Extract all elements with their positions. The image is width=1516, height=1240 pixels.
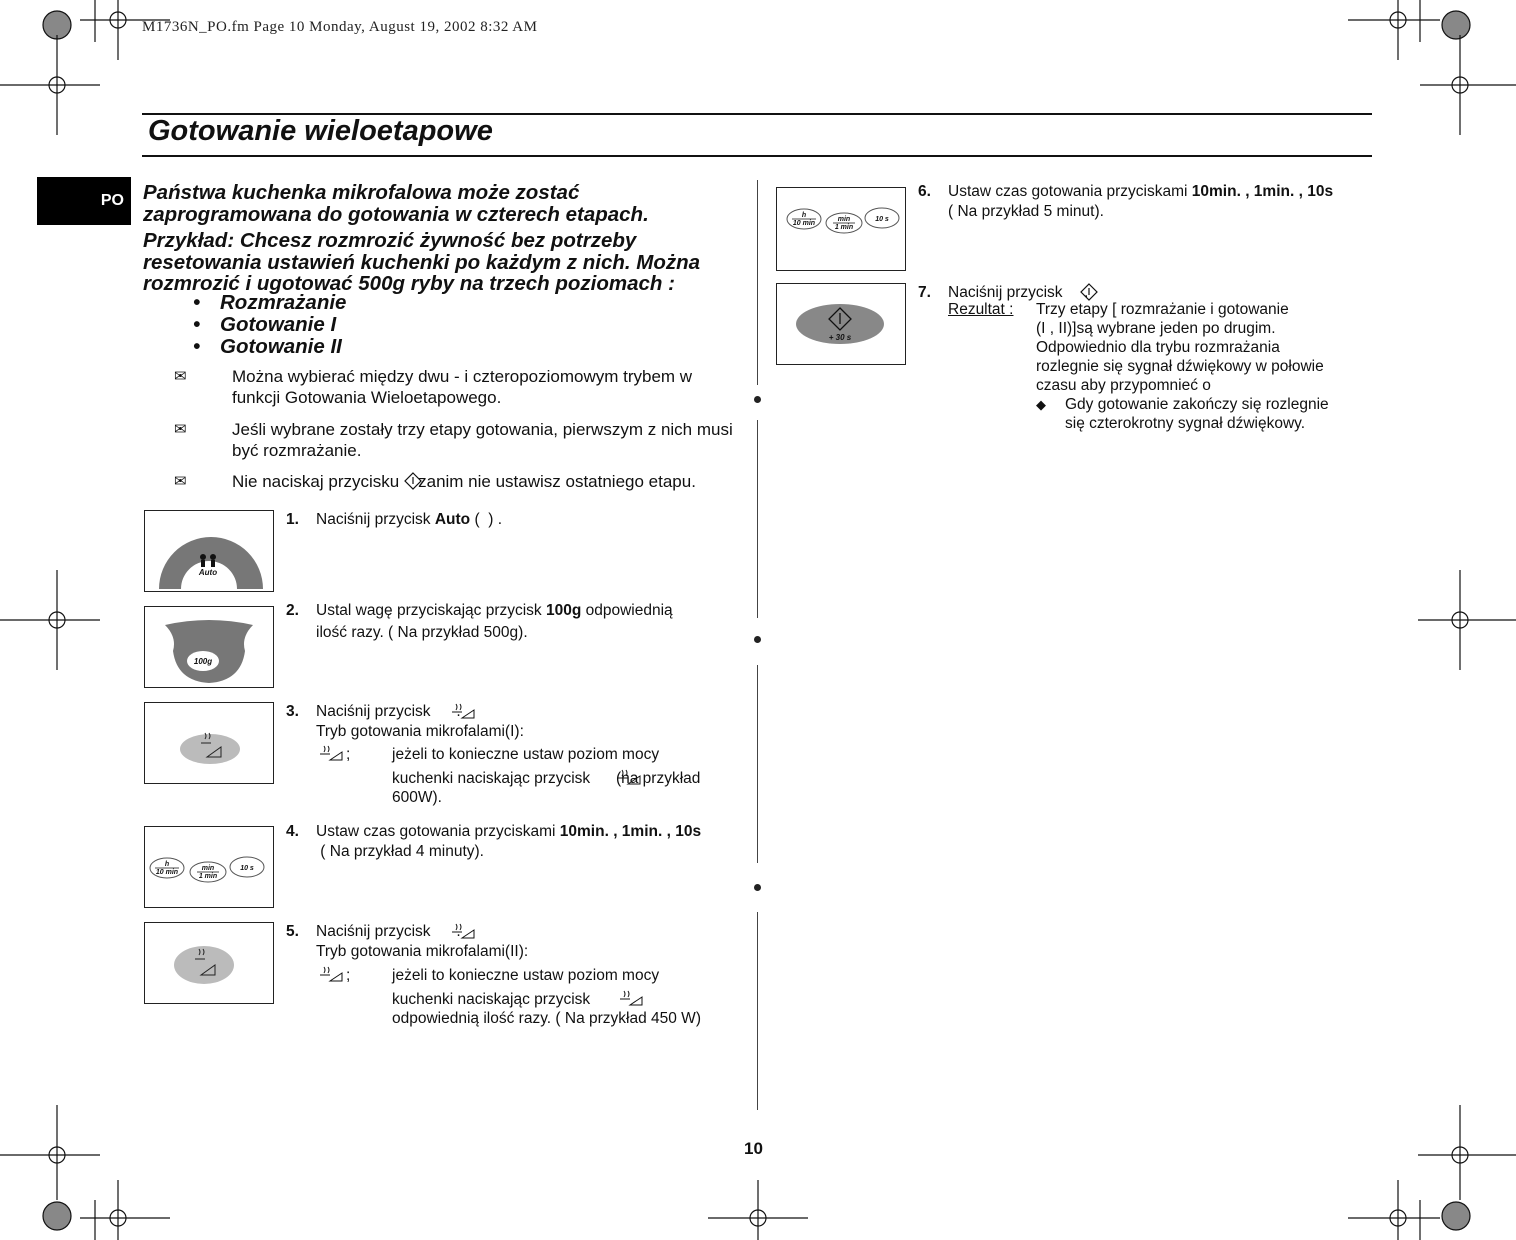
- list-item: [193, 292, 346, 314]
- time-buttons-name: 10min. , 1min. , 10s: [1191, 183, 1334, 200]
- time-10min-label: 10 min: [155, 869, 179, 876]
- result-line: Trzy etapy [ rozmrażanie i gotowanie: [1036, 301, 1289, 318]
- weight-button-label: 100g: [193, 657, 213, 666]
- sub-symbol: ;: [346, 967, 351, 984]
- note-text-content: Nie naciskaj przycisku zanim nie ustawisz ostatniego etapu.: [232, 472, 696, 491]
- result-text: [1036, 300, 1376, 433]
- step-text-pre: Ustaw czas gotowania przyciskami: [948, 183, 1192, 200]
- step-text: [316, 510, 502, 530]
- weight-button-name: 100g: [545, 602, 582, 619]
- file-info: M1736N_PO.fm Page 10 Monday, August 19, 2002 8:32 AM: [142, 19, 538, 35]
- sub-line-2: kuchenki naciskając przycisk (na przykład: [392, 770, 701, 787]
- start-diamond-icon: [404, 472, 422, 490]
- step-text-post: ( ) .: [470, 511, 503, 528]
- step-text: [316, 822, 701, 861]
- step-text: [316, 601, 673, 645]
- note-text: Jeśli wybrane zostały trzy etapy gotowania, pierwszym z nich musi być rozmrażanie.: [232, 420, 733, 460]
- microwave-icon: [618, 768, 644, 786]
- start-button-illustration: [776, 283, 906, 365]
- time-h-label: h: [801, 212, 807, 219]
- microwave-button-graphic: [145, 703, 273, 783]
- title-bottom-rule: [142, 155, 1372, 157]
- microwave-icon: [620, 989, 646, 1007]
- note-icon: ✉: [174, 473, 187, 490]
- result-line: czasu aby przypomnieć o: [1036, 377, 1211, 394]
- sub-line-2: kuchenki naciskając przycisk: [392, 991, 591, 1008]
- sub-line-3: 600W).: [392, 789, 442, 806]
- step-text: [316, 702, 524, 741]
- divider-dot: [754, 884, 761, 891]
- step-number: 5.: [286, 923, 299, 940]
- time-buttons-illustration: [144, 826, 274, 908]
- note-text: [232, 471, 744, 492]
- step-text-line2: Tryb gotowania mikrofalami(I):: [316, 722, 524, 740]
- column-divider: [757, 180, 758, 385]
- result-line: rozlegnie się sygnał dźwiękowy w połowie: [1036, 358, 1324, 375]
- step-number: 3.: [286, 703, 299, 720]
- sub-line-3: odpowiednią ilość razy. ( Na przykład 450 W): [392, 1010, 701, 1027]
- step-text-post: odpowiednią: [581, 602, 673, 619]
- bullet-dot: •: [193, 335, 201, 358]
- step-text-line2: Tryb gotowania mikrofalami(II):: [316, 942, 529, 960]
- time-10min-label: 10 min: [792, 220, 816, 227]
- column-divider: [757, 420, 758, 618]
- step-number: 7.: [918, 284, 931, 301]
- note-icon: ✉: [174, 368, 187, 385]
- step-text: [316, 922, 528, 961]
- time-buttons-illustration: [776, 187, 906, 271]
- note-3: [174, 471, 744, 492]
- auto-button-name: Auto: [434, 511, 471, 528]
- diamond-bullet-icon: ◆: [1036, 397, 1046, 412]
- time-min-label: min: [837, 216, 851, 223]
- note-1: [174, 366, 744, 408]
- column-divider: [757, 665, 758, 863]
- bullet-dot: •: [193, 313, 201, 336]
- intro-line-2: Przykład: Chcesz rozmrozić żywność bez potrzeby resetowania ustawień kuchenki po każdym z nich. Można rozmrozić i ugotować 500g ryby na trzech poziomach :: [143, 229, 701, 295]
- time-buttons-name: 10min. , 1min. , 10s: [559, 823, 702, 840]
- weight-button-illustration: [144, 606, 274, 688]
- column-divider: [757, 912, 758, 1110]
- time-1min-label: 1 min: [198, 873, 218, 880]
- page-number: 10: [744, 1139, 763, 1158]
- divider-dot: [754, 396, 761, 403]
- intro-line-1: Państwa kuchenka mikrofalowa może zostać zaprogramowana do gotowania w czterech etapach.: [143, 181, 649, 226]
- auto-button-label: Auto: [198, 568, 218, 577]
- weight-button-graphic: [145, 607, 273, 687]
- start-button-graphic: [777, 284, 905, 364]
- step-text-line2: ilość razy. ( Na przykład 500g).: [316, 623, 528, 641]
- microwave-button-illustration: [144, 702, 274, 784]
- time-1min-label: 1 min: [834, 224, 854, 231]
- note-2: [174, 419, 744, 461]
- language-tab: [37, 177, 131, 225]
- step-text-line1: Naciśnij przycisk .: [316, 923, 461, 940]
- start-diamond-icon: [1080, 283, 1098, 301]
- bullet-label: Rozmrażanie: [220, 291, 347, 314]
- step-text-line1: Naciśnij przycisk .: [316, 703, 461, 720]
- step-number: 6.: [918, 183, 931, 200]
- step-number: 4.: [286, 823, 299, 840]
- microwave-button-graphic: [145, 923, 273, 1003]
- microwave-icon: [452, 702, 478, 720]
- step-text-line2: ( Na przykład 4 minuty).: [316, 842, 484, 860]
- time-buttons-graphic: [145, 827, 273, 907]
- step-text-pre: Naciśnij przycisk: [316, 511, 435, 528]
- auto-button-illustration: [144, 510, 274, 592]
- step-text-pre: Ustal wagę przyciskając przycisk: [316, 602, 546, 619]
- sub-line-1: jeżeli to konieczne ustaw poziom mocy: [392, 746, 660, 763]
- step-text: [948, 182, 1333, 221]
- page-title: Gotowanie wieloetapowe: [148, 115, 493, 147]
- divider-dot: [754, 636, 761, 643]
- sub-symbol: ;: [346, 746, 351, 763]
- language-tab-label: PO: [100, 192, 124, 209]
- result-line: (I , II)]są wybrane jeden po drugim.: [1036, 320, 1276, 337]
- intro-text: [143, 182, 743, 300]
- bullet-label: Gotowanie II: [220, 335, 342, 358]
- bullet-label: Gotowanie I: [220, 313, 337, 336]
- result-label: Rezultat :: [948, 301, 1014, 318]
- step-number: 2.: [286, 602, 299, 619]
- stage-list: [193, 292, 346, 358]
- step-text-pre: Ustaw czas gotowania przyciskami: [316, 823, 560, 840]
- bullet-dot: •: [193, 291, 201, 314]
- result-line: Odpowiednio dla trybu rozmrażania: [1036, 339, 1280, 356]
- sub-line-1: jeżeli to konieczne ustaw poziom mocy: [392, 967, 660, 984]
- time-h-label: h: [164, 861, 170, 868]
- microwave-icon: [452, 922, 478, 940]
- auto-button-graphic: [145, 511, 273, 591]
- microwave-button-illustration: [144, 922, 274, 1004]
- start-button-label: + 30 s: [828, 333, 852, 342]
- list-item: [193, 336, 346, 358]
- time-buttons-graphic: [777, 188, 905, 270]
- step-text: Naciśnij przycisk .: [948, 284, 1089, 301]
- list-item: [193, 314, 346, 336]
- microwave-icon: [320, 744, 346, 762]
- time-10s-label: 10 s: [875, 216, 889, 223]
- time-10s-label: 10 s: [240, 865, 254, 872]
- step-number: 1.: [286, 511, 299, 528]
- diamond-line: Gdy gotowanie zakończy się rozlegnie: [1065, 396, 1329, 413]
- step-text-line2: ( Na przykład 5 minut).: [948, 202, 1104, 220]
- result-diamond-note: [1036, 395, 1376, 433]
- note-icon: ✉: [174, 421, 187, 438]
- time-min-label: min: [201, 865, 215, 872]
- microwave-icon: [320, 965, 346, 983]
- diamond-line: się czterokrotny sygnał dźwiękowy.: [1065, 415, 1306, 432]
- note-text: Można wybierać między dwu - i czteropoziomowym trybem w funkcji Gotowania Wieloetapowego.: [232, 367, 693, 407]
